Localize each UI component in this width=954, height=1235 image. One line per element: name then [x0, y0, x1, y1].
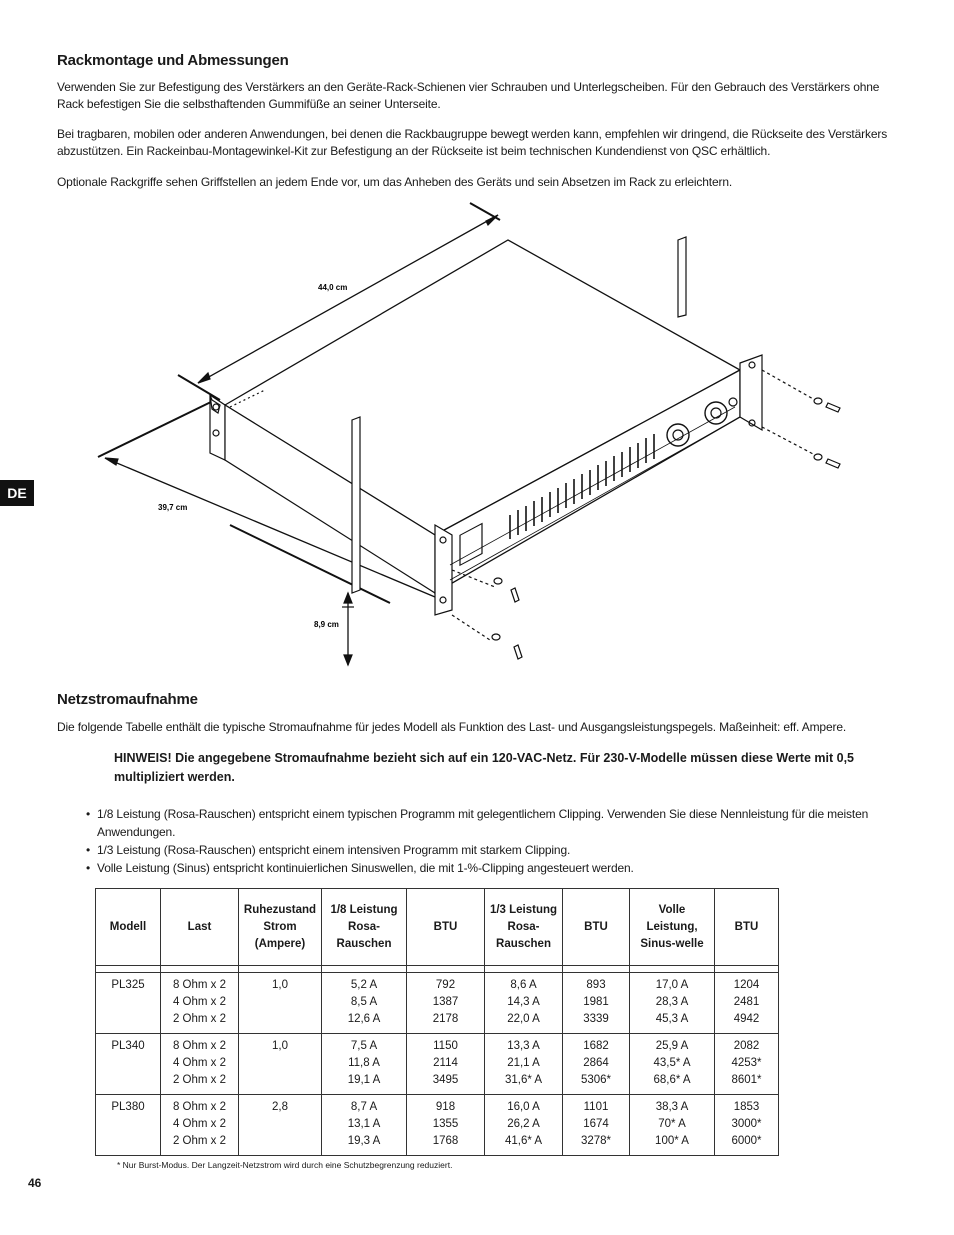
paragraph-rack-handles: Optionale Rackgriffe sehen Griffstellen an jedem Ende vor, um das Anheben des Geräts und sein Absetzen im Rack zu erleichtern. [57, 175, 733, 189]
language-tab: DE [0, 480, 34, 506]
height-dimension-label: 8,9 cm [314, 620, 339, 629]
table-row: PL380 8 Ohm x 2 4 Ohm x 2 2 Ohm x 2 2,8 8,7 A 13,1 A 19,3 A 918 1355 1768 16,0 A 26,2 A 41,6* A 1101 1674 3278* 38,3 A 70* A 100* A 1853 3000* 6000* [96, 1095, 779, 1156]
rack-mount-diagram [90, 195, 870, 675]
header-full-power: Volle Leistung, Sinus-welle [630, 889, 715, 966]
table-row: PL325 8 Ohm x 2 4 Ohm x 2 2 Ohm x 2 1,0 5,2 A 8,5 A 12,6 A 792 1387 2178 8,6 A 14,3 A 22,0 A 893 1981 3339 17,0 A 28,3 A 45,3 A 1204 2481 4942 [96, 973, 779, 1034]
power-draw-table [95, 888, 779, 1156]
bullet-icon: • [86, 807, 91, 821]
header-idle: Ruhezustand Strom (Ampere) [239, 889, 322, 966]
table-row: PL340 8 Ohm x 2 4 Ohm x 2 2 Ohm x 2 1,0 7,5 A 11,8 A 19,1 A 1150 2114 3495 13,3 A 21,1 A 31,6* A 1682 2864 5306* 25,9 A 43,5* A 68,6* A 2082 4253* 8601* [96, 1034, 779, 1095]
header-btu-3: BTU [715, 889, 779, 966]
list-item: • 1/8 Leistung (Rosa-Rauschen) entspricht einem typischen Programm mit gelegentlichem Clipping. Verwenden Sie diese Nennleistung für die meisten Anwendungen. [86, 807, 869, 839]
paragraph-rear-support: Bei tragbaren, mobilen oder anderen Anwendungen, bei denen die Rackbaugruppe bewegt werden kann, empfehlen wir dringend, die Rückseite des Verstärkers abzustützen. Ein Rackeinbau-Montagewinkel-Kit zur Befestigung an der Rückseite ist beim technischen Kundendienst von QSC erhältlich. [57, 127, 888, 158]
note-voltage: HINWEIS! Die angegebene Stromaufnahme bezieht sich auf ein 120-VAC-Netz. Für 230-V-Modelle müssen diese Werte mit 0,5 multipliziert werden. [114, 751, 854, 784]
power-level-list [86, 805, 906, 877]
page-number: 46 [28, 1176, 42, 1190]
header-btu-1: BTU [407, 889, 485, 966]
list-item: • Volle Leistung (Sinus) entspricht kontinuierlichen Sinuswellen, die mit 1-%-Clipping angesteuert werden. [86, 861, 634, 875]
header-model: Modell [96, 889, 161, 966]
section-title-rack-mounting: Rackmontage und Abmessungen [57, 52, 289, 69]
depth-dimension-label: 44,0 cm [318, 283, 348, 292]
width-dimension-label: 39,7 cm [158, 503, 188, 512]
header-third-power: 1/3 Leistung Rosa-Rauschen [485, 889, 563, 966]
table-footnote: * Nur Burst-Modus. Der Langzeit-Netzstrom wird durch eine Schutzbegrenzung reduziert. [117, 1160, 453, 1170]
header-load: Last [161, 889, 239, 966]
header-btu-2: BTU [563, 889, 630, 966]
paragraph-power-intro: Die folgende Tabelle enthält die typische Stromaufnahme für jedes Modell als Funktion des Last- und Ausgangsleistungspegels. Maßeinheit: eff. Ampere. [57, 720, 847, 734]
paragraph-rack-screws: Verwenden Sie zur Befestigung des Verstärkers an den Geräte-Rack-Schienen vier Schrauben und Unterlegscheiben. Für den Gebrauch des Verstärkers ohne Rack befestigen Sie die selbsthaftenden Gummifüße an seiner Unterseite. [57, 80, 880, 111]
bullet-icon: • [86, 843, 91, 857]
section-title-power-draw: Netzstromaufnahme [57, 691, 198, 708]
list-item: • 1/3 Leistung (Rosa-Rauschen) entspricht einem intensiven Programm mit starkem Clipping. [86, 843, 571, 857]
header-eighth-power: 1/8 Leistung Rosa-Rauschen [322, 889, 407, 966]
bullet-icon: • [86, 861, 91, 875]
